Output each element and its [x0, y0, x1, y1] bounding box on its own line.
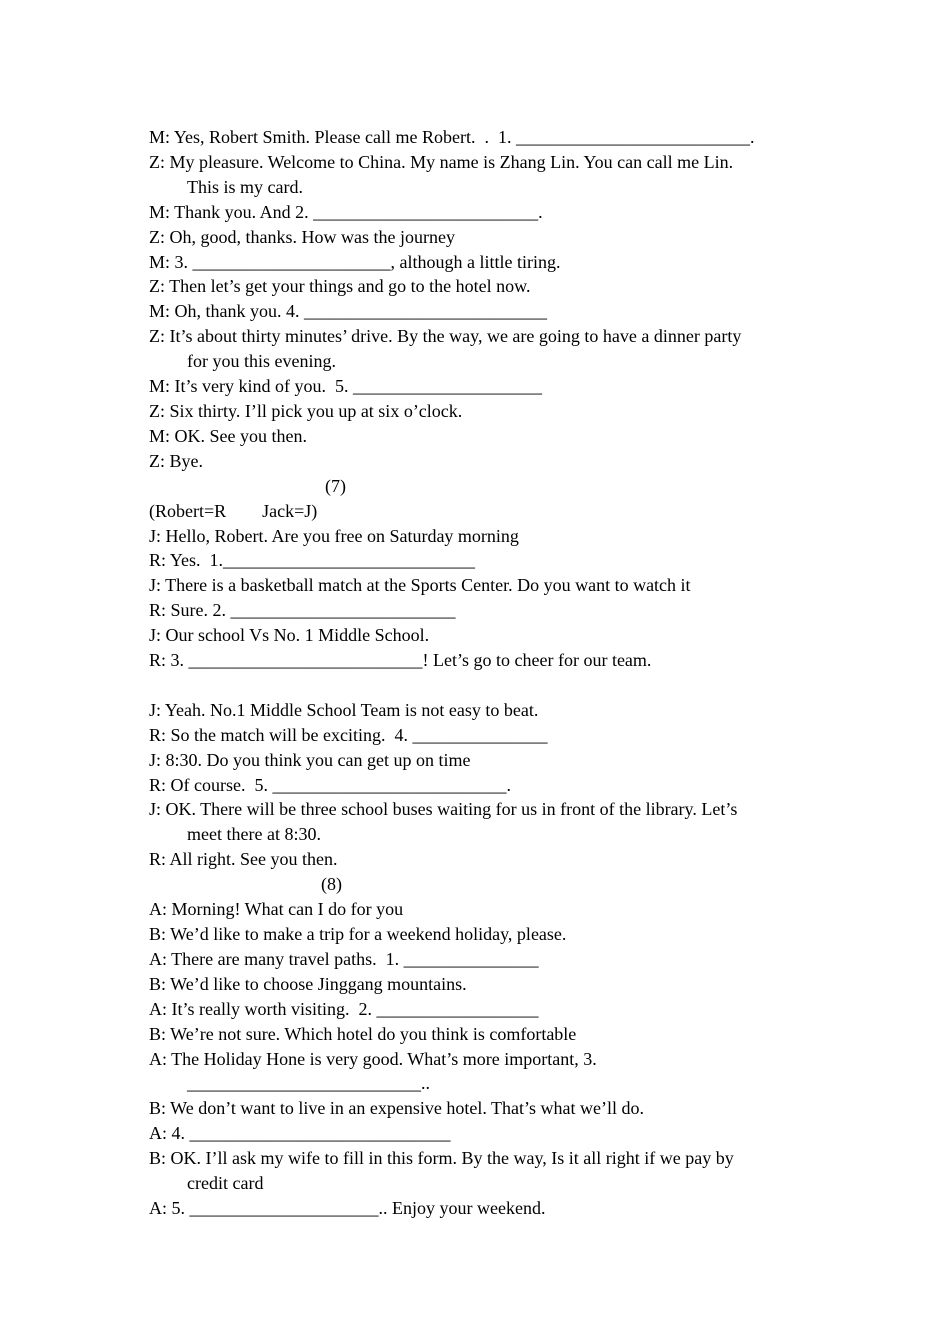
dialogue-line: B: We’d like to choose Jinggang mountains. — [149, 973, 467, 994]
dialogue-line: Z: Then let’s get your things and go to the hotel now. — [149, 276, 531, 297]
dialogue-line: Z: Bye. — [149, 450, 203, 471]
blank-line — [149, 673, 809, 698]
dialogue-line: R: Of course. 5. __________________________. — [149, 774, 511, 795]
dialogue-line: R: 3. __________________________! Let’s go to cheer for our team. — [149, 650, 652, 671]
dialogue-line: R: Yes. 1.____________________________ — [149, 550, 476, 571]
dialogue-line: B: We’d like to make a trip for a weekend holiday, please. — [149, 923, 567, 944]
dialogue-line: M: 3. ______________________, although a little tiring. — [149, 251, 561, 272]
dialogue-line: R: So the match will be exciting. 4. _______________ — [149, 724, 548, 745]
dialogue-line: M: It’s very kind of you. 5. _____________________ — [149, 376, 542, 397]
dialogue-line: A: The Holiday Hone is very good. What’s more important, 3. — [149, 1048, 597, 1069]
dialogue-line: B: We don’t want to live in an expensive hotel. That’s what we’ll do. — [149, 1098, 644, 1119]
dialogue-text — [149, 125, 809, 1221]
dialogue-line-continued: for you this evening. — [187, 351, 336, 372]
dialogue-line: A: It’s really worth visiting. 2. __________________ — [149, 998, 539, 1019]
dialogue-line: M: Thank you. And 2. _________________________. — [149, 201, 543, 222]
speaker-key: (Robert=R Jack=J) — [149, 500, 318, 521]
dialogue-line: J: There is a basketball match at the Sports Center. Do you want to watch it — [149, 575, 691, 596]
dialogue-line: A: Morning! What can I do for you — [149, 899, 404, 920]
dialogue-line: Z: It’s about thirty minutes’ drive. By the way, we are going to have a dinner party — [149, 326, 742, 347]
dialogue-line: Z: Oh, good, thanks. How was the journey — [149, 226, 455, 247]
dialogue-line: B: We’re not sure. Which hotel do you think is comfortable — [149, 1023, 577, 1044]
dialogue-line-continued: This is my card. — [187, 176, 303, 197]
dialogue-line: M: Oh, thank you. 4. ___________________________ — [149, 301, 547, 322]
dialogue-line: R: All right. See you then. — [149, 849, 338, 870]
dialogue-line: M: OK. See you then. — [149, 425, 307, 446]
section-heading-8: (8) — [321, 874, 342, 895]
dialogue-line: J: OK. There will be three school buses waiting for us in front of the library. Let’s — [149, 799, 738, 820]
dialogue-line: R: Sure. 2. _________________________ — [149, 600, 456, 621]
dialogue-line: A: 4. _____________________________ — [149, 1123, 451, 1144]
dialogue-line: J: 8:30. Do you think you can get up on time — [149, 749, 471, 770]
dialogue-line: M: Yes, Robert Smith. Please call me Robert. . 1. __________________________. — [149, 127, 755, 147]
section-heading-7: (7) — [325, 475, 346, 496]
dialogue-line: J: Yeah. No.1 Middle School Team is not easy to beat. — [149, 699, 539, 720]
dialogue-line: Z: Six thirty. I’ll pick you up at six o’clock. — [149, 400, 463, 421]
dialogue-line: J: Our school Vs No. 1 Middle School. — [149, 625, 430, 646]
dialogue-line: Z: My pleasure. Welcome to China. My name is Zhang Lin. You can call me Lin. — [149, 151, 734, 172]
dialogue-line: A: There are many travel paths. 1. _______________ — [149, 948, 539, 969]
dialogue-line: J: Hello, Robert. Are you free on Saturday morning — [149, 525, 519, 546]
dialogue-line-continued: credit card — [187, 1173, 264, 1194]
dialogue-line-continued: meet there at 8:30. — [187, 824, 321, 845]
dialogue-line: B: OK. I’ll ask my wife to fill in this form. By the way, Is it all right if we pay by — [149, 1148, 734, 1169]
dialogue-line-continued: __________________________.. — [187, 1073, 430, 1094]
dialogue-line: A: 5. _____________________.. Enjoy your weekend. — [149, 1197, 546, 1218]
